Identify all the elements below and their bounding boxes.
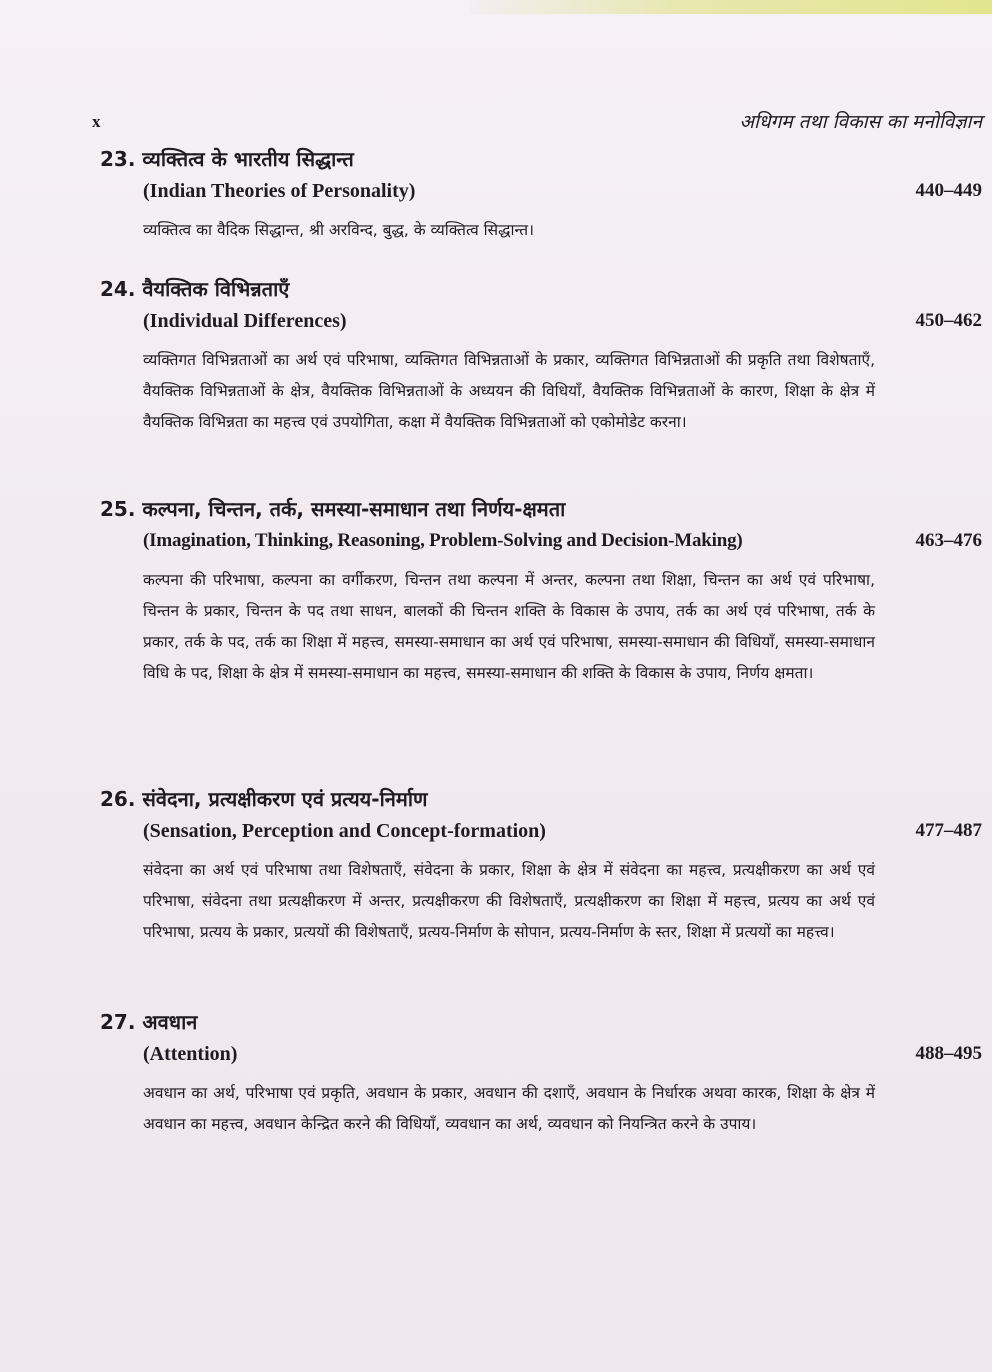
chapter-subtitle-row (100, 527, 984, 555)
running-title: अधिगम तथा विकास का मनोविज्ञान (739, 111, 982, 133)
chapter-topics: संवेदना का अर्थ एवं परिभाषा तथा विशेषताएँ, संवेदना के प्रकार, शिक्षा के क्षेत्र में संवेदना का महत्त्व, प्रत्यक्षीकरण का अर्थ एवं परिभाषा, संवेदना तथा प्रत्यक्षीकरण में अन्तर, प्रत्यक्षीकरण की विशेषताएँ, प्रत्यक्षीकरण का शिक्षा में महत्त्व, प्रत्यय का अर्थ एवं परिभाषा, प्रत्यय के प्रकार, प्रत्ययों की विशेषताएँ, प्रत्यय-निर्माण के सोपान, प्रत्यय-निर्माण के स्तर, शिक्षा में प्रत्ययों का महत्त्व। (143, 861, 875, 941)
chapter-topics: व्यक्तिगत विभिन्नताओं का अर्थ एवं परिभाषा, व्यक्तिगत विभिन्नताओं के प्रकार, व्यक्तिगत विभिन्नताओं की प्रकृति तथा विशेषताएँ, वैयक्तिक विभिन्नताओं के क्षेत्र, वैयक्तिक विभिन्नताओं के अध्ययन की विधियाँ, वैयक्तिक विभिन्नताओं के कारण, शिक्षा के क्षेत्र में वैयक्तिक विभिन्नता का महत्त्व एवं उपयोगिता, कक्षा में वैयक्तिक विभिन्नताओं को एकोमोडेट करना। (143, 351, 875, 431)
chapter-subtitle-row (100, 307, 984, 335)
toc-entry-27 (100, 1008, 984, 1140)
chapter-page-range: 477–487 (915, 820, 982, 841)
page-header (90, 108, 982, 136)
chapter-heading: 27. अवधान (100, 1010, 198, 1034)
toc-entry-25 (100, 495, 984, 689)
chapter-page-range: 463–476 (915, 530, 982, 551)
chapter-page-range: 488–495 (915, 1043, 982, 1064)
chapter-english-title: (Indian Theories of Personality) (143, 180, 416, 202)
chapter-heading: 23. व्यक्तित्व के भारतीय सिद्धान्त (100, 147, 354, 171)
chapter-subtitle-row (100, 177, 984, 205)
chapter-topics: अवधान का अर्थ, परिभाषा एवं प्रकृति, अवधान के प्रकार, अवधान की दशाएँ, अवधान के निर्धारक अथवा कारक, शिक्षा के क्षेत्र में अवधान का महत्त्व, अवधान केन्द्रित करने की विधियाँ, व्यवधान का अर्थ, व्यवधान को नियन्त्रित करने के उपाय। (143, 1084, 875, 1133)
page-number: x (92, 112, 101, 131)
toc-entry-26 (100, 785, 984, 948)
chapter-english-title: (Attention) (143, 1043, 238, 1065)
chapter-heading: 24. वैयक्तिक विभिन्नताएँ (100, 277, 290, 301)
toc-entry-24 (100, 275, 984, 438)
toc-entry-23 (100, 145, 984, 246)
chapter-page-range: 440–449 (915, 180, 982, 201)
chapter-english-title: (Imagination, Thinking, Reasoning, Problem-Solving and Decision-Making) (143, 530, 743, 551)
page-edge-tint (470, 0, 992, 14)
chapter-topics: व्यक्तित्व का वैदिक सिद्धान्त, श्री अरविन्द, बुद्ध, के व्यक्तित्व सिद्धान्त। (143, 221, 534, 239)
chapter-subtitle-row (100, 817, 984, 845)
chapter-page-range: 450–462 (915, 310, 982, 331)
chapter-topics: कल्पना की परिभाषा, कल्पना का वर्गीकरण, चिन्तन तथा कल्पना में अन्तर, कल्पना तथा शिक्षा, चिन्तन का अर्थ एवं परिभाषा, चिन्तन के प्रकार, चिन्तन के पद तथा साधन, बालकों की चिन्तन शक्ति के विकास के उपाय, तर्क का अर्थ एवं परिभाषा, तर्क के प्रकार, तर्क के पद, तर्क का शिक्षा में महत्त्व, समस्या-समाधान का अर्थ एवं परिभाषा, समस्या-समाधान की विधियाँ, समस्या-समाधान विधि के पद, शिक्षा के क्षेत्र में समस्या-समाधान का महत्त्व, समस्या-समाधान की शक्ति के विकास के उपाय, निर्णय क्षमता। (143, 571, 875, 682)
chapter-english-title: (Individual Differences) (143, 310, 347, 332)
chapter-heading: 26. संवेदना, प्रत्यक्षीकरण एवं प्रत्यय-निर्माण (100, 787, 428, 811)
chapter-subtitle-row (100, 1040, 984, 1068)
chapter-heading: 25. कल्पना, चिन्तन, तर्क, समस्या-समाधान तथा निर्णय-क्षमता (100, 497, 566, 521)
chapter-english-title: (Sensation, Perception and Concept-formation) (143, 820, 546, 842)
